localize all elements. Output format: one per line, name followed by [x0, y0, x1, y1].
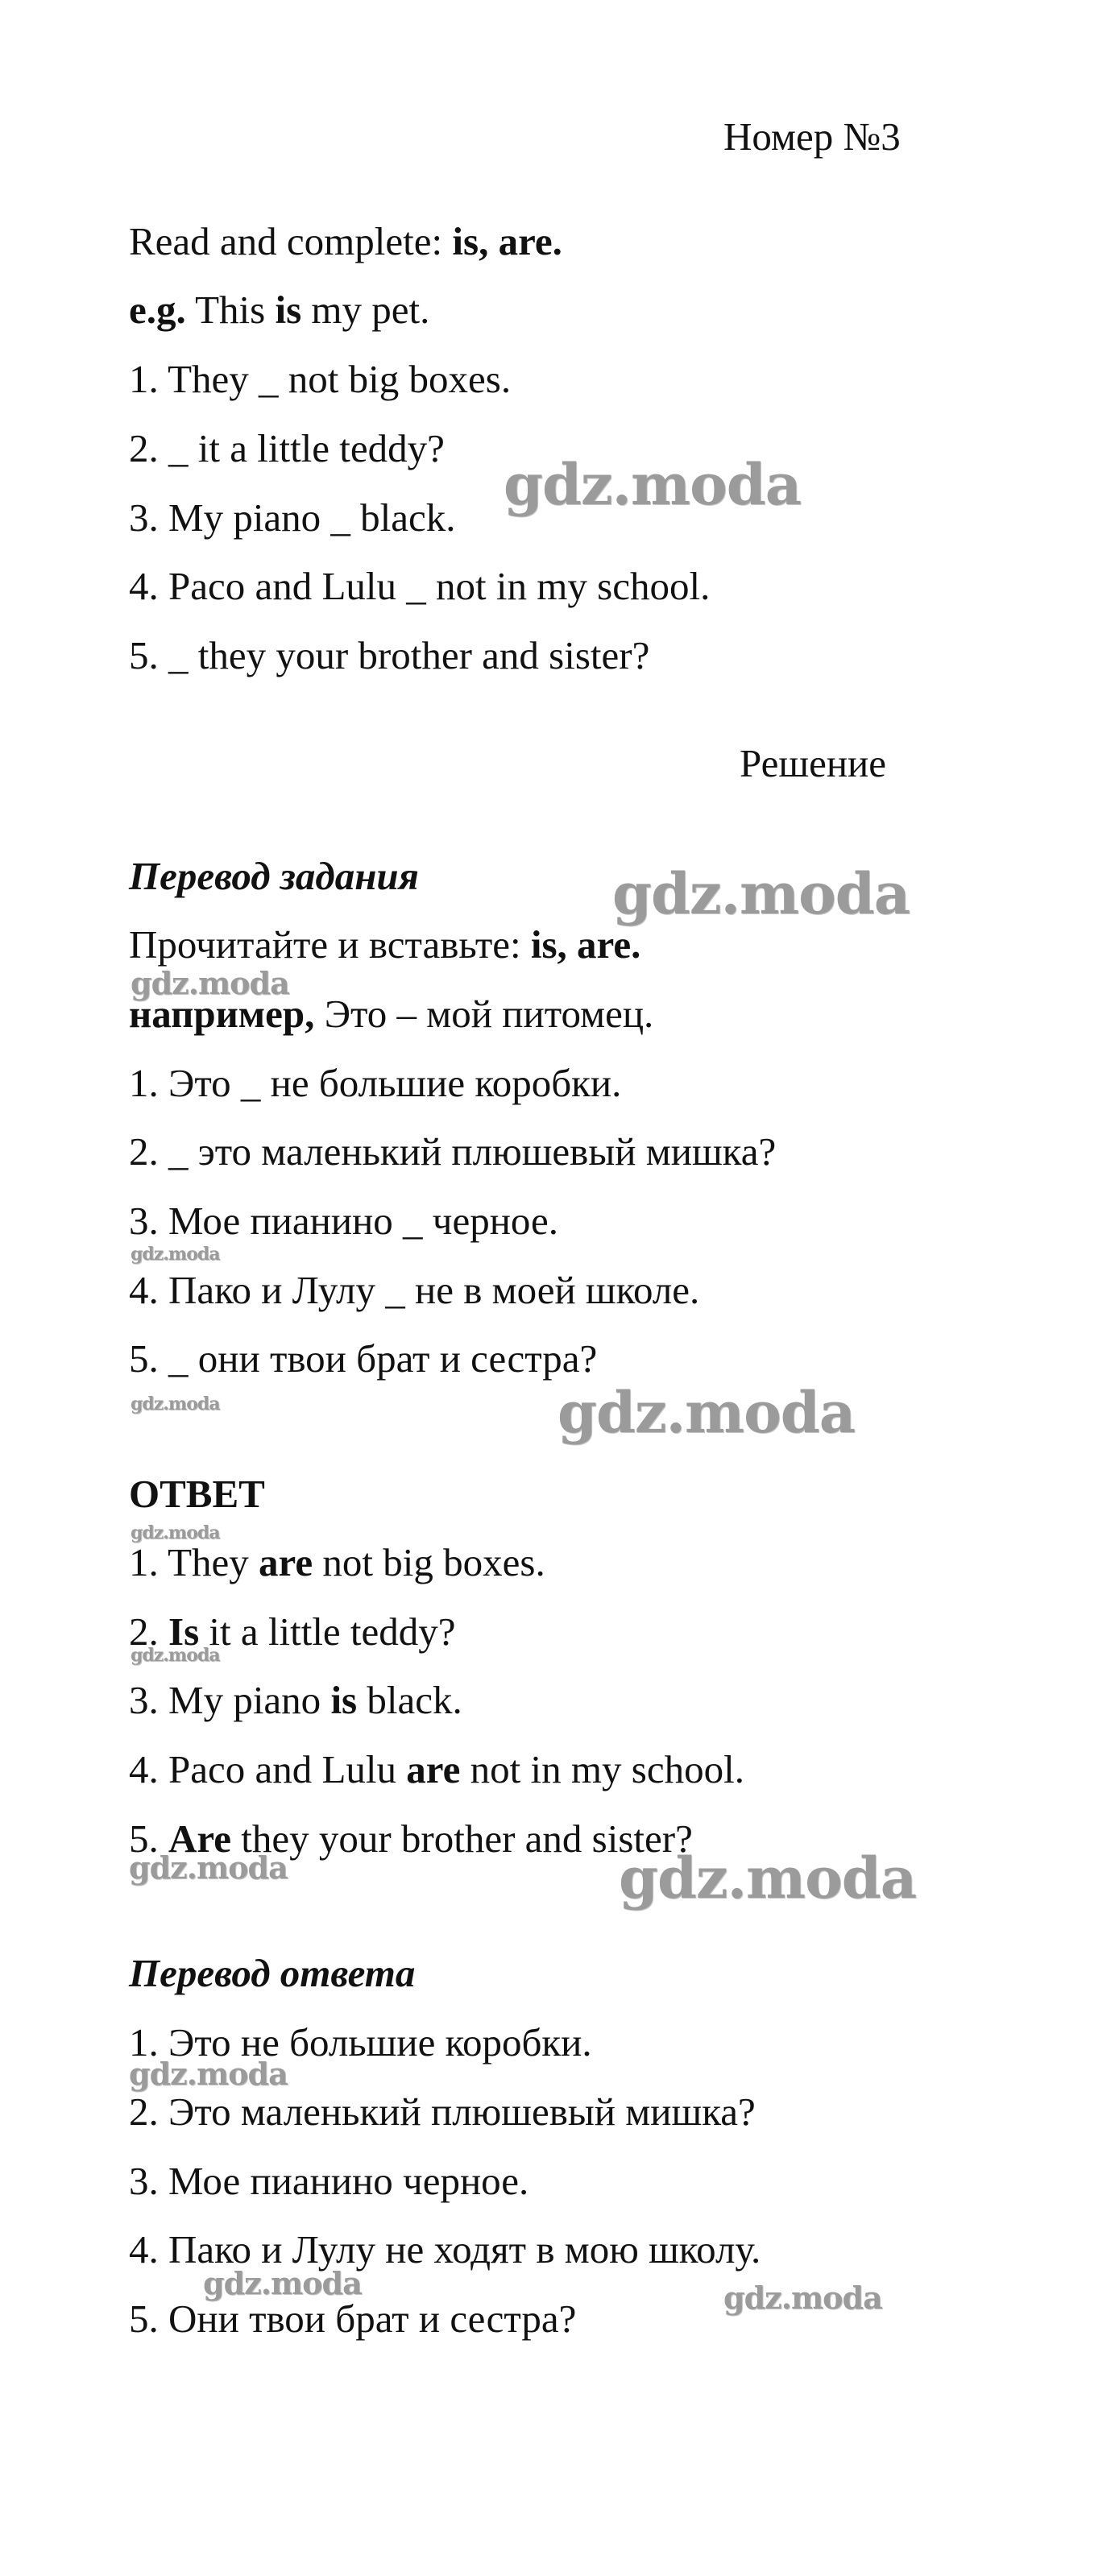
- answer-item-after: black.: [357, 1678, 462, 1722]
- task-translation-item: 5. _ они твои брат и сестра?: [129, 1336, 598, 1381]
- watermark-logo: gdz.moda: [723, 2280, 882, 2316]
- task-instruction: [129, 217, 562, 266]
- answer-item: [129, 1539, 545, 1587]
- watermark-logo: gdz.moda: [619, 1845, 917, 1911]
- answer-item-before: 2.: [129, 1609, 168, 1654]
- watermark-logo: gdz.moda: [131, 1522, 220, 1543]
- task-translation-heading: Перевод задания: [129, 854, 419, 898]
- answer-item-after: not big boxes.: [313, 1540, 545, 1584]
- answer-translation-item: 2. Это маленький плюшевый мишка?: [129, 2089, 756, 2134]
- task-translation-instruction-text: Прочитайте и вставьте:: [129, 922, 531, 967]
- task-example-text-before: This: [185, 288, 276, 332]
- exercise-number: Номер №3: [723, 114, 901, 159]
- task-instruction-words: is, are.: [452, 219, 562, 263]
- task-translation-example-text: Это – мой питомец.: [314, 992, 654, 1036]
- watermark-logo: gdz.moda: [558, 1379, 856, 1446]
- answer-item-after: they your brother and sister?: [231, 1816, 693, 1861]
- watermark-logo: gdz.moda: [203, 2265, 362, 2301]
- answer-item-before: 3. My piano: [129, 1678, 331, 1722]
- watermark-logo: gdz.moda: [131, 965, 289, 1001]
- task-item: 1. They _ not big boxes.: [129, 357, 512, 401]
- answer-item-before: 5.: [129, 1816, 168, 1861]
- watermark-logo: gdz.moda: [504, 451, 802, 518]
- watermark-logo: gdz.moda: [131, 1645, 220, 1666]
- answer-heading: ОТВЕТ: [129, 1472, 265, 1516]
- watermark-logo: gdz.moda: [131, 1244, 220, 1265]
- task-example-prefix: e.g.: [129, 288, 186, 332]
- task-translation-instruction-words: is, are.: [530, 922, 641, 967]
- answer-item-bold: are: [406, 1747, 461, 1791]
- answer-item-bold: Are: [168, 1816, 231, 1861]
- task-item: 3. My piano _ black.: [129, 495, 456, 540]
- answer-translation-item: 5. Они твои брат и сестра?: [129, 2296, 577, 2341]
- answer-translation-item: 3. Мое пианино черное.: [129, 2159, 529, 2203]
- solution-label: Решение: [740, 741, 887, 785]
- answer-item-after: not in my school.: [460, 1747, 744, 1791]
- answer-item-bold: is: [330, 1678, 358, 1722]
- task-translation-instruction: [129, 921, 640, 969]
- answer-item-before: 1. They: [129, 1540, 259, 1584]
- task-example-text-after: my pet.: [301, 288, 430, 332]
- answer-item-before: 4. Paco and Lulu: [129, 1747, 407, 1791]
- answer-item-bold: Is: [168, 1609, 200, 1654]
- task-translation-item: 4. Пако и Лулу _ не в моей школе.: [129, 1268, 700, 1312]
- answer-item-after: it a little teddy?: [199, 1609, 456, 1654]
- answer-item: [129, 1746, 744, 1794]
- answer-translation-item: 4. Пако и Лулу не ходят в мою школу.: [129, 2227, 761, 2272]
- answer-translation-heading: Перевод ответа: [129, 1951, 416, 1995]
- task-item: 5. _ they your brother and sister?: [129, 633, 650, 677]
- task-item: 2. _ it a little teddy?: [129, 426, 445, 470]
- watermark-logo: gdz.moda: [129, 1849, 288, 1886]
- task-example: [129, 286, 429, 334]
- answer-item-bold: are: [259, 1540, 313, 1584]
- answer-translation-item: 1. Это не большие коробки.: [129, 2020, 592, 2065]
- task-instruction-text: Read and complete:: [129, 219, 453, 263]
- watermark-logo: gdz.moda: [612, 860, 910, 927]
- task-item: 4. Paco and Lulu _ not in my school.: [129, 564, 711, 608]
- answer-item: [129, 1676, 462, 1725]
- task-translation-item: 1. Это _ не большие коробки.: [129, 1061, 622, 1105]
- task-example-bold: is: [275, 288, 302, 332]
- watermark-logo: gdz.moda: [131, 1394, 220, 1414]
- task-translation-example-prefix: например,: [129, 992, 315, 1036]
- task-translation-item: 2. _ это маленький плюшевый мишка?: [129, 1129, 777, 1174]
- task-translation-item: 3. Мое пианино _ черное.: [129, 1199, 559, 1243]
- watermark-logo: gdz.moda: [129, 2056, 288, 2092]
